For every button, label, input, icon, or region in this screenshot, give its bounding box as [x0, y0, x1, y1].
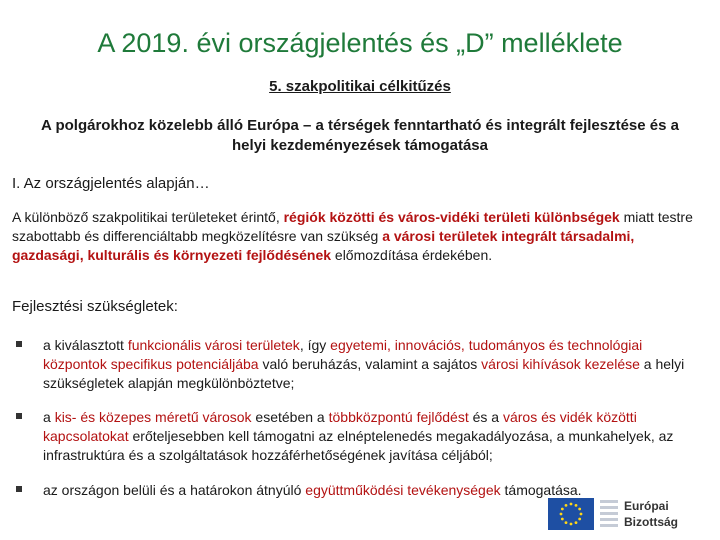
intro-seg: a városi területek integrált társadalmi, gazdasági, kulturális és környezeti fejlődésének [12, 228, 635, 263]
intro-seg: régiók közötti és város-vidéki területi különbségek [283, 209, 620, 225]
logo-bars-icon [600, 500, 618, 530]
square-bullet-icon [16, 413, 22, 419]
bullet-seg: funkcionális városi területek [127, 337, 300, 353]
bullet-seg: az országon belüli és a határokon átnyúló [43, 482, 306, 498]
bullet-seg: a kiválasztott [43, 337, 128, 353]
bullet-seg: való beruházás, valamint a sajátos [258, 356, 482, 372]
slide-title: A 2019. évi országjelentés és „D” melléklete [97, 28, 623, 58]
eu-star-icon [580, 513, 583, 516]
european-commission-logo [548, 498, 708, 532]
section-heading: I. Az országjelentés alapján… [12, 175, 210, 192]
bullet-seg: együttműködési tevékenységek [305, 482, 501, 498]
intro-seg: miatt testre szabottabb és differenciáltabb megközelítésre van szükség [12, 209, 693, 244]
eu-star-icon [575, 504, 578, 507]
bullet-seg: többközpontú fejlődést [328, 409, 469, 425]
bullet-seg: kis- és közepes méretű városok [54, 409, 252, 425]
eu-star-icon [565, 521, 568, 524]
intro-seg: előmozdítása érdekében. [331, 247, 493, 263]
eu-star-icon [578, 518, 581, 521]
bullet-seg: erőteljesebben kell támogatni az elnéptelenedés megakadályozása, a munkahelyek, az infrastruktúra és a szolgáltatások hozzáférhetőségének javítása céljából; [43, 428, 674, 463]
square-bullet-icon [16, 486, 22, 492]
intro-paragraph [12, 208, 702, 265]
bullet-seg: esetében a [251, 409, 329, 425]
bullet-seg: a [43, 409, 55, 425]
eu-star-icon [561, 508, 564, 511]
policy-headline: A polgárokhoz közelebb álló Európa – a térségek fenntartható és integrált fejlesztése és a helyi kezdeményezések támogatása [41, 117, 679, 154]
eu-star-icon [570, 523, 573, 526]
square-bullet-icon [16, 341, 22, 347]
logo-line-1: Európai [624, 499, 669, 513]
eu-stars-icon [548, 498, 594, 530]
list-item [12, 336, 702, 392]
eu-star-icon [578, 508, 581, 511]
bullet-seg: a helyi szükségletek alapján megkülönböztetve; [43, 356, 685, 391]
bullet-seg: és a [468, 409, 503, 425]
intro-seg: A különböző szakpolitikai területeket érintő, [12, 209, 284, 225]
needs-list [12, 336, 702, 516]
eu-star-icon [561, 518, 564, 521]
logo-line-2: Bizottság [624, 515, 678, 529]
eu-star-icon [560, 513, 563, 516]
bullet-seg: egyetemi, innovációs, tudományos és technológiai központok specifikus potenciáljába [43, 337, 643, 372]
list-item [12, 408, 702, 464]
slide-subtitle: 5. szakpolitikai célkitűzés [269, 78, 451, 95]
bullet-seg: városi kihívások kezelése [481, 356, 640, 372]
bullet-seg: támogatása. [500, 482, 582, 498]
bullet-seg: , így [299, 337, 331, 353]
eu-star-icon [575, 521, 578, 524]
bullet-seg: város és vidék közötti kapcsolatokat [43, 409, 637, 444]
needs-heading: Fejlesztési szükségletek: [12, 298, 178, 315]
eu-flag-icon [548, 498, 594, 530]
logo-text [624, 498, 678, 530]
eu-star-icon [570, 503, 573, 506]
eu-star-icon [565, 504, 568, 507]
